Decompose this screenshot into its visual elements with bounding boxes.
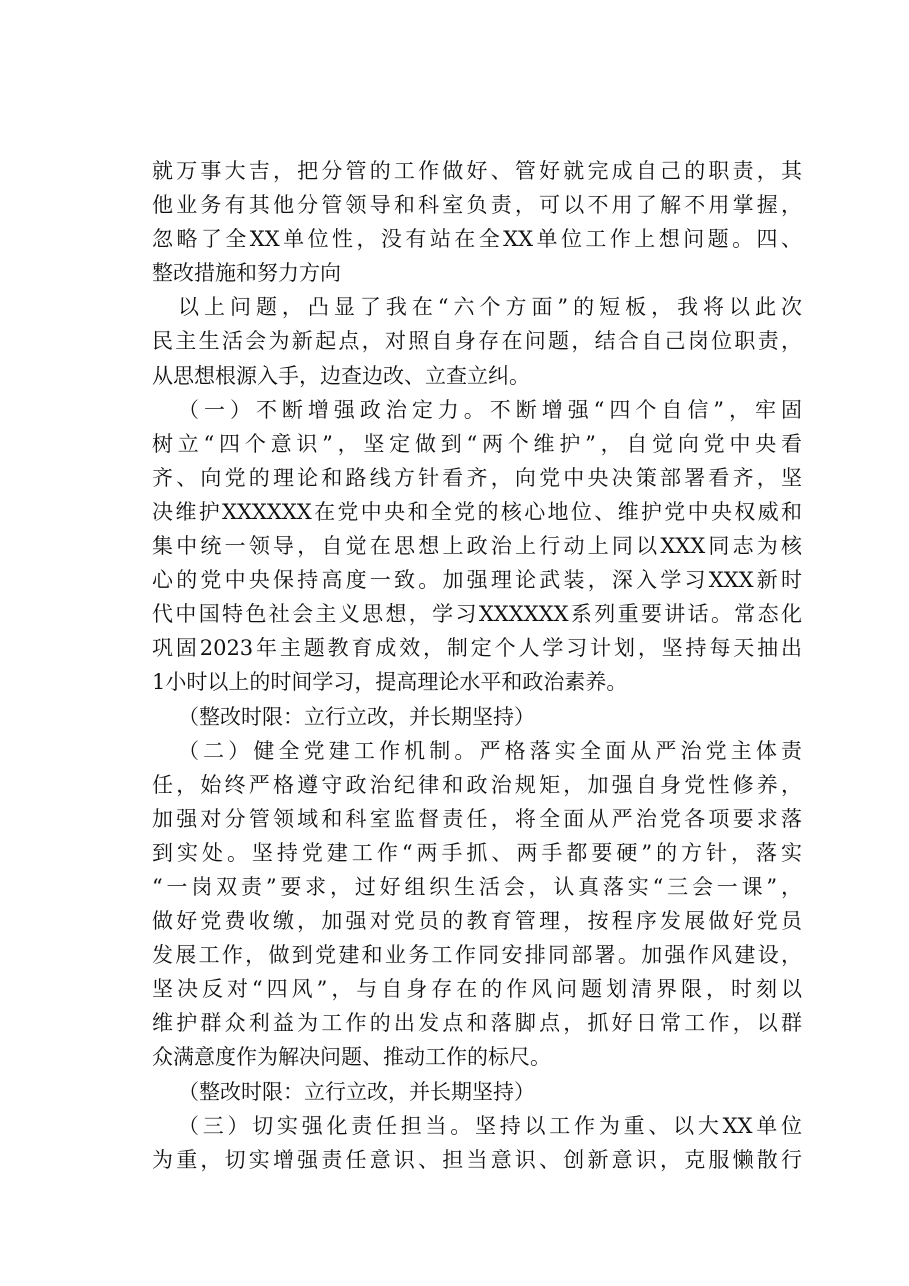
text-line: 集中统一领导，自觉在思想上政治上行动上同以XXX同志为核	[152, 534, 802, 559]
text-line: 从思想根源入手，边查边改、立查立纠。	[152, 363, 530, 388]
text-line: “一岗双责”要求，过好组织生活会，认真落实“三会一课”，	[152, 874, 802, 899]
text-line: 民主生活会为新起点，对照自身存在问题，结合自己岗位职责，	[152, 329, 802, 354]
text-line: 到实处。坚持党建工作“两手抓、两手都要硬”的方针，落实	[152, 840, 802, 865]
text-line: 以上问题，凸显了我在“六个方面”的短板，我将以此次	[178, 295, 802, 320]
subsection-heading: （一）不断增强政治定力。不断增强“四个自信”，牢固	[178, 397, 802, 422]
text-line: 做好党费收缴，加强对党员的教育管理，按程序发展做好党员	[152, 909, 802, 934]
text-line: 就万事大吉，把分管的工作做好、管好就完成自己的职责，其	[152, 159, 802, 183]
subsection-heading: （二）健全党建工作机制。严格落实全面从严治党主体责	[178, 738, 802, 763]
text-line: 树立“四个意识”，坚定做到“两个维护”，自觉向党中央看	[152, 431, 802, 456]
document-body	[152, 154, 802, 1177]
deadline-note: （整改时限：立行立改，并长期坚持）	[178, 1079, 535, 1104]
subsection-heading: （三）切实强化责任担当。坚持以工作为重、以大XX单位	[178, 1113, 802, 1138]
text-line: 加强对分管领域和科室监督责任，将全面从严治党各项要求落	[152, 806, 802, 831]
text-line: 1小时以上的时间学习，提高理论水平和政治素养。	[152, 670, 628, 695]
text-line: 他业务有其他分管领导和科室负责，可以不用了解不用掌握，	[152, 193, 802, 218]
text-line: 代中国特色社会主义思想，学习XXXXXX系列重要讲话。常态化	[152, 602, 802, 627]
text-line: 发展工作，做到党建和业务工作同安排同部署。加强作风建设，	[152, 943, 802, 968]
text-line: 忽略了全XX单位性，没有站在全XX单位工作上想问题。四、	[152, 227, 802, 252]
text-line: 齐、向党的理论和路线方针看齐，向党中央决策部署看齐，坚	[152, 465, 802, 490]
text-line: 巩固2023年主题教育成效，制定个人学习计划，坚持每天抽出	[152, 636, 802, 661]
text-line: 为重，切实增强责任意识、担当意识、创新意识，克服懒散行	[152, 1147, 802, 1172]
text-line: 心的党中央保持高度一致。加强理论武装，深入学习XXX新时	[152, 568, 802, 593]
text-line: 坚决反对“四风”，与自身存在的作风问题划清界限，时刻以	[152, 977, 802, 1002]
text-line: 决维护XXXXXX在党中央和全党的核心地位、维护党中央权威和	[152, 499, 802, 524]
text-line: 众满意度作为解决问题、推动工作的标尺。	[152, 1045, 551, 1070]
text-line: 任，始终严格遵守政治纪律和政治规矩，加强自身党性修养，	[152, 772, 802, 797]
deadline-note: （整改时限：立行立改，并长期坚持）	[178, 704, 535, 729]
text-line: 维护群众利益为工作的出发点和落脚点，抓好日常工作，以群	[152, 1011, 802, 1036]
section-heading: 整改措施和努力方向	[152, 261, 341, 286]
